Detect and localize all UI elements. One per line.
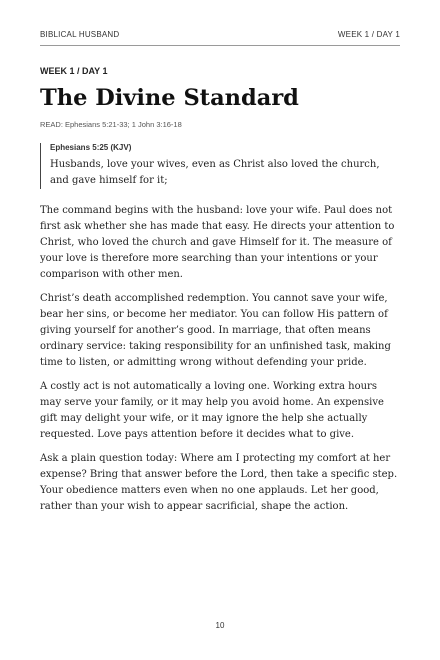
section-label: WEEK 1 / DAY 1 [337, 30, 400, 39]
body-paragraph: The command begins with the husband: love your wife. Paul does not first ask whether she has made that easy. He directs your attention to Christ, who loved the church and gave Himself for it. The measure of your love is therefore more searching than your intentions or your comparison with other men. [40, 204, 395, 280]
scripture-text: Husbands, love your wives, even as Christ also loved the church, and gave himself for it; [50, 158, 380, 186]
scripture-quote [40, 143, 400, 189]
reading-reference: READ: Ephesians 5:21-33; 1 John 3:16-18 [40, 119, 182, 129]
book-title: BIBLICAL HUSBAND [40, 30, 120, 39]
body-paragraph: A costly act is not automatically a loving one. Working extra hours may serve your family, or it may help you avoid home. An expensive gift may delight your wife, or it may ignore the help she actually requested. Love pays attention before it decides what to give. [40, 380, 384, 440]
page-content [40, 66, 400, 523]
body-paragraph: Christ’s death accomplished redemption. You cannot save your wife, bear her sins, or become her mediator. You can follow His pattern of giving yourself for another’s good. In marriage, that often means ordinary service: taking responsibility for an unfinished task, making time to listen, or admitting wrong without defending your pride. [40, 292, 391, 368]
running-header [40, 30, 400, 39]
page-number: 10 [215, 621, 225, 630]
week-day-kicker: WEEK 1 / DAY 1 [40, 66, 108, 76]
scripture-reference: Ephesians 5:25 (KJV) [50, 142, 132, 152]
body-paragraph: Ask a plain question today: Where am I protecting my comfort at her expense? Bring that answer before the Lord, then take a specific step. Your obedience matters even when no one applauds. Let her good, rather than your wish to appear sacrificial, shape the action. [40, 452, 398, 512]
page-title: The Divine Standard [40, 85, 299, 111]
header-rule [40, 45, 400, 46]
